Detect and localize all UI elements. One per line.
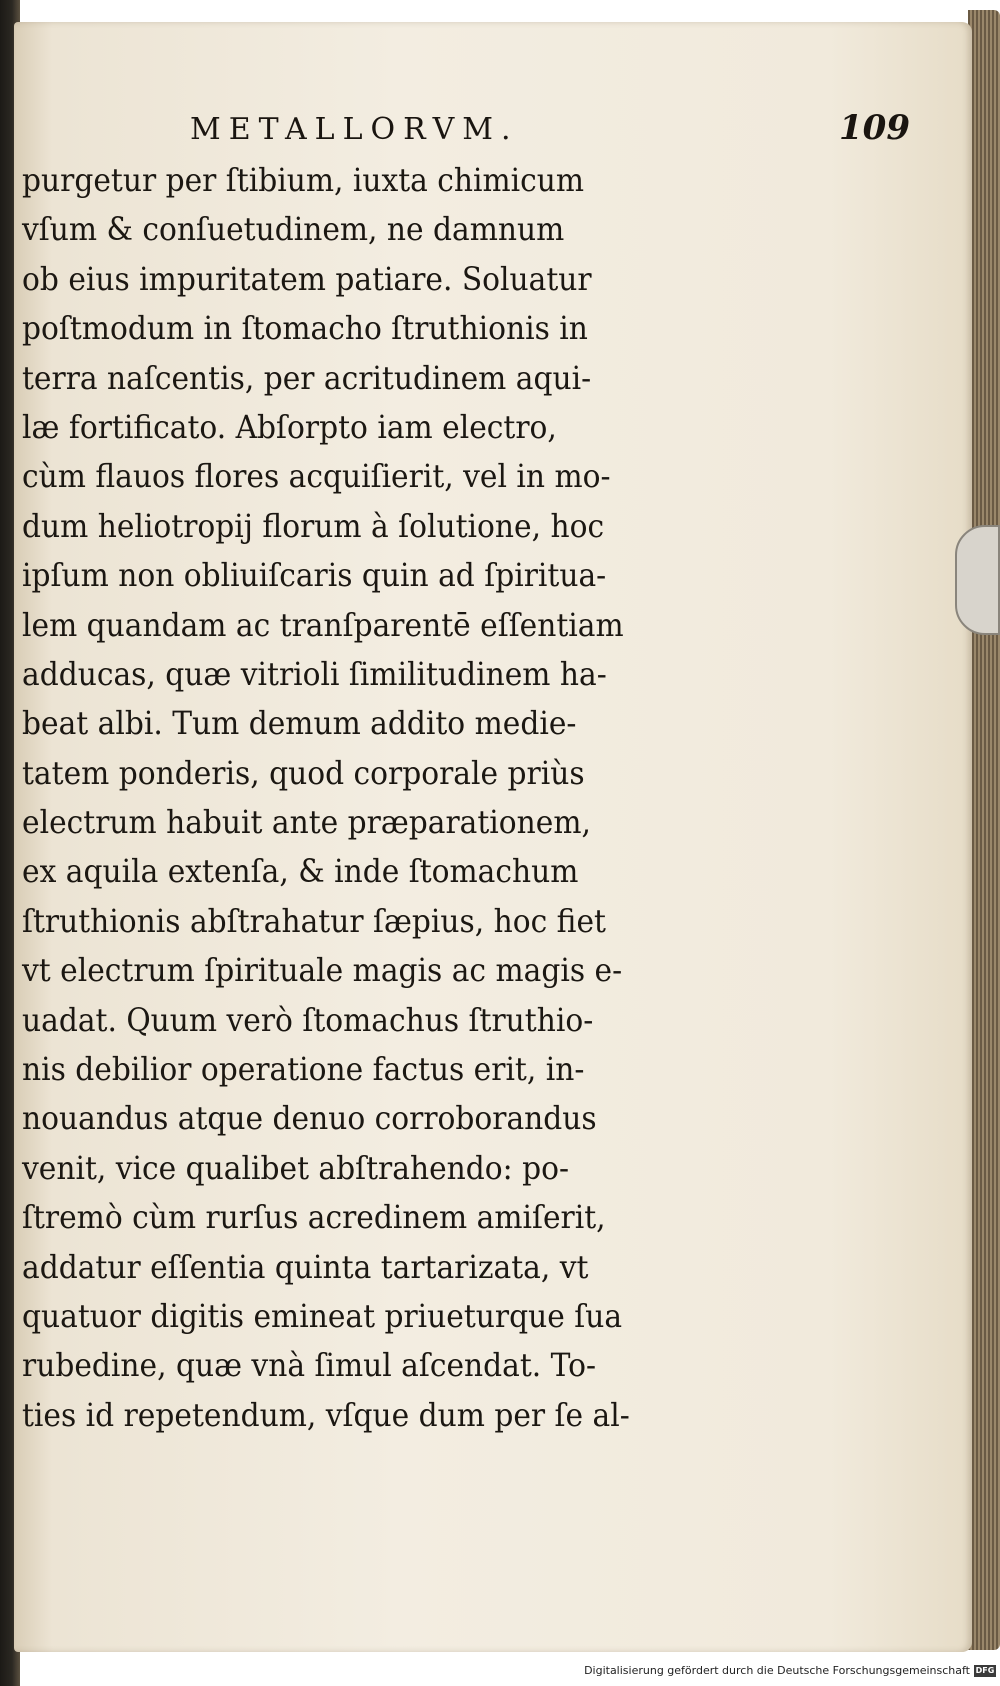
text-line: tatem ponderis, quod corporale priùs xyxy=(22,753,585,792)
text-line: nis debilior operatione factus erit, in- xyxy=(22,1050,585,1089)
text-line: nouandus atque denuo corroborandus xyxy=(22,1099,597,1138)
text-line: lem quandam ac tranſparentē eſſentiam xyxy=(22,605,624,644)
running-head xyxy=(190,108,910,156)
page-marker-tab xyxy=(955,525,1000,635)
text-line: ipſum non obliuiſcaris quin ad ſpiritua- xyxy=(22,556,607,595)
text-line: terra naſcentis, per acritudinem aqui- xyxy=(22,358,592,397)
digitization-footer xyxy=(560,1662,1000,1682)
text-line: uadat. Quum verò ſtomachus ſtruthio- xyxy=(22,1000,594,1039)
text-line: ties id repetendum, vſque dum per ſe al- xyxy=(22,1395,630,1434)
body-text xyxy=(22,156,742,1440)
text-line: electrum habuit ante præparationem, xyxy=(22,803,591,842)
text-line: rubedine, quæ vnà ſimul aſcendat. To- xyxy=(22,1346,597,1385)
text-line: ex aquila extenſa, & inde ſtomachum xyxy=(22,852,579,891)
text-line: adducas, quæ vitrioli ſimilitudinem ha- xyxy=(22,654,607,693)
running-title: METALLORVM. xyxy=(190,112,519,147)
text-line: ob eius impuritatem patiare. Soluatur xyxy=(22,259,592,298)
text-line: læ fortificato. Abſorpto iam electro, xyxy=(22,407,557,446)
text-line: purgetur per ſtibium, iuxta chimicum xyxy=(22,161,585,199)
text-line: quatuor digitis emineat priueturque ſua xyxy=(22,1296,623,1335)
text-line: venit, vice qualibet abſtrahendo: po- xyxy=(22,1148,569,1187)
text-line: ſtremò cùm rurſus acredinem amiſerit, xyxy=(22,1198,606,1237)
page-number: 109 xyxy=(839,108,910,148)
text-line: ſtruthionis abſtrahatur ſæpius, hoc fiet xyxy=(22,901,606,940)
text-line: vſum & conſuetudinem, ne damnum xyxy=(22,210,565,249)
text-line: poſtmodum in ſtomacho ſtruthionis in xyxy=(22,309,588,348)
text-line: beat albi. Tum demum addito medie- xyxy=(22,704,577,743)
text-line: addatur eſſentia quinta tartarizata, vt xyxy=(22,1247,589,1286)
footer-credit: Digitalisierung gefördert durch die Deutsche Forschungsgemeinschaft xyxy=(584,1664,970,1677)
page-edges xyxy=(968,10,1000,1650)
text-line: vt electrum ſpirituale magis ac magis e- xyxy=(22,951,623,990)
text-line: dum heliotropij florum à ſolutione, hoc xyxy=(22,506,605,545)
dfg-logo: DFG xyxy=(975,1666,995,1675)
text-line: cùm flauos flores acquiſierit, vel in mo- xyxy=(22,457,611,496)
